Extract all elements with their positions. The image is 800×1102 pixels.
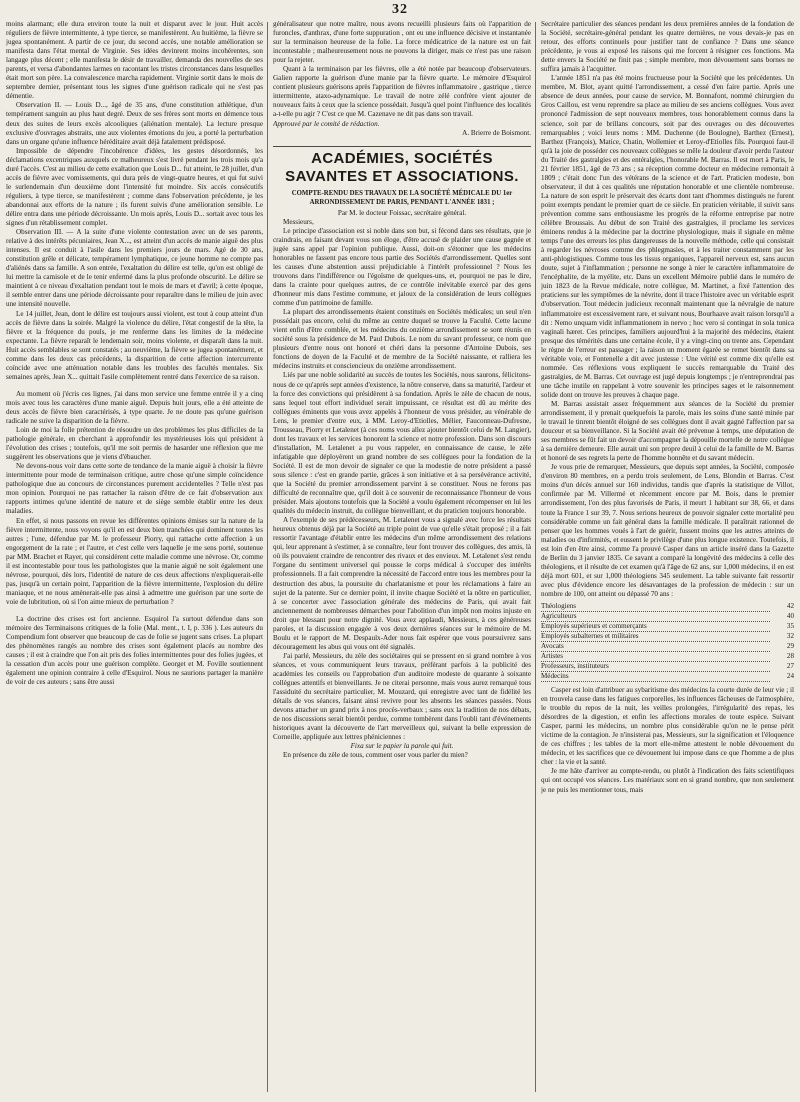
- table-row: [541, 652, 794, 662]
- longevity-table: [541, 602, 794, 682]
- table-row: [541, 602, 794, 612]
- paragraph: Secrétaire particulier des séances pendant les deux premières années de la fondation de la Société, secrétaire-général pendant les quatre dernières, ne vous devais-je pas en retour, des efforts continuels pour justifier tant de confiance ? Dans une séance précédente, je vous ai exposé les raisons qui me forcent à résigner ces fonctions. Ma dette envers la Société ne finit pas ; simple membre, mon dévouement sans bornes ne suffira jamais à l'acquitter.: [541, 20, 794, 74]
- table-value: 42: [786, 602, 794, 611]
- paragraph: Ne devons-nous voir dans cette sorte de tendance de la manie aiguë à choisir la fièvre intermittente pour mode de terminaison critique, autre chose qu'une simple coïncidence pathologique due au concours de circonstances purement accidentelles ? Telle n'est pas mon opinion. Pourquoi ne pas rattacher la raison d'être de ce fait d'observation aux rapports intimes qu'une identité de nature et de siège semble établir entre les deux maladies.: [6, 462, 263, 516]
- paragraph: Impossible de dépendre l'incohérence d'idées, les gestes désordonnés, les déclamations excentriques auxquels ce malheureux s'est livré pendant les trois mois qu'a duré l'accès. C'est au milieu de cette exaltation que Louis D... fut atteint, le 28 juillet, d'un accès de fièvre avec vomissements, qui dura près de vingt-quatre heures, et qui fut suivi le surlendemain d'un deuxième dont l'intensité fut moindre. Six accès consécutifs réguliers, à type tierce, se manifestèrent ; comme dans l'observation précédente, je les abandonnai aux efforts de la nature ; ils furent suivis d'une amélioration sensible. Le délire entra dans une période décroissante. Un mois après, Louis D... sortait avec tous les signes d'un rétablissement complet.: [6, 146, 263, 228]
- observation-3: Observation III. — A la suite d'une violente contestation avec un de ses parents, relative à des intérêts pécuniaires, Jean X..., est atteint d'un accès de manie aiguë des plus intenses. Il est conduit à l'asile dans les premiers jours de mars. Agé de 30 ans, constitution grêle et délicate, tempérament lymphatique, ce jeune homme ne compte pas d'aliénés dans sa famille. A son entrée, l'exaltation du délire est telle, qu'on est obligé de lui mettre la camisole et de le tenir enfermé dans la plus profonde obscurité. Le délire se maintient à ce niveau d'exaltation pendant tout le mois de mars et d'avril; à cette époque, il semble entrer dans une période décroissante pour reparaître dans le milieu de juin avec une intensité nouvelle.: [6, 228, 263, 309]
- paragraph: M. Barras assistait assez fréquemment aux séances de la Société du premier arrondissement, il y prenait quelquefois la parole, mais les soins d'une santé minée par le travail le tinrent bientôt éloigné de ses collègues dont il avait gagné l'affection par sa douceur et sa bienveillance. Si la Société avait été prévenue à temps, une députation de ses membres se fût fait un devoir d'accompagner la dépouille mortelle de notre collègue à sa dernière demeure. Elle aurait uni son propre deuil à celui de la famille de M. Barras et honoré de ses regrets la perte de l'homme honnête et du savant médecin.: [541, 399, 794, 463]
- paragraph: La doctrine des crises est fort ancienne. Esquirol l'a surtout défendue dans son mémoire des Terminaisons critiques de la folie (Mal. ment., t. I, p. 336 ). Les auteurs du Compendium font observer que beaucoup de cas de folie se jugent sans crises. La plupart des phénomènes rangés au nombre des crises sont également placés au nombre des causes ; il est à craindre que l'on ait pris des folies intermittentes pour des folies jugées, et la cessation d'un accès pour une guérison complète. Georget et M. Foville soutiennent également une opinion contraire à celle d'Esquirol. Nous ne saurions partager la manière de voir de ces auteurs ; sans être aussi: [6, 615, 263, 687]
- report-title: COMPTE-RENDU DES TRAVAUX DE LA SOCIÉTÉ MÉDICALE DU 1er ARRONDISSEMENT DE PARIS, PENDANT L'ANNÉE 1831 ;: [291, 189, 513, 206]
- paragraph: Le principe d'association est si noble dans son but, si fécond dans ses résultats, que je craindrais, en faisant devant vous son éloge, d'être accusé de plaider une cause gagnée et jugée sans appel par l'opinion publique. Aussi, doit-on s'étonner que les médecins honorables ne fassent pas encore tous partie des Sociétés d'arrondissement. Quelles sont les causes d'une abstention aussi préjudiciable à l'intérêt professionnel ? Nous les trouvons dans l'indifférence ou l'égoïsme de quelques-uns, et, pourquoi ne pas le dire, dans la crainte pour quelques autres, de ce contrôle inévitable exercé par des gens d'honneur mis dans l'estime commune, et jaloux de la considération de leurs collègues comme d'un patrimoine de famille.: [273, 226, 531, 308]
- report-author: Par M. le docteur Foissac, secrétaire général.: [337, 208, 467, 217]
- observation-2: Observation II. — Louis D..., âgé de 35 ans, d'une constitution athlétique, d'un tempérament sanguin au plus haut degré. Deux de ses frères sont morts en démence tous deux des suites de leurs excès alcooliques (aliénation mentale). La lecture presque exclusive d'ouvrages abstraits, une aux violentes émotions du jeu, a porté la perturbation dans un organe qu'une influence héréditaire avait déjà fatalement prédisposé.: [6, 101, 263, 146]
- column-1: [6, 20, 263, 1096]
- table-label: Avocats: [541, 642, 770, 652]
- table-row: [541, 642, 794, 652]
- approval-note: Approuvé par le comité de rédaction.: [273, 119, 380, 128]
- column-divider: [535, 22, 536, 1092]
- table-value: 28: [786, 652, 794, 660]
- paragraph: Liés par une noble solidarité au succès de toutes les Sociétés, nous saurons, félicitons-nous de ce qu'après sept années d'existence, la nôtre conserve, dans sa maturité, l'ardeur et la force des convictions qui présidèrent à sa fondation. Après le zèle de chacun de nous, sans lequel tout effort individuel serait impuissant, ce résultat est dû au mérite des collègues éminents que vous avez appelés à l'honneur de vous présider, au vénérable de Lens, le premier d'entre eux, à MM. Leroy-d'Etiolles, Mélier, Fauconneau-Dufresne, Trousseau, Piorry et Letalenet (à ces noms vous allez ajouter bientôt celui de M. Langier), dont les travaux et les services honorent la science et notre profession. Dans son discours d'installation, M. Letalenet a pu vous rappeler, en connaissance de cause, le zèle infatigable que déployèrent un grand nombre de ses collègues pour la fondation de la Société. Il est de mon devoir de signaler ce que la modestie de notre président a passé sous silence : c'est en grande partie, grâces à son initiative et à sa persévérance activité, que la Société du premier arrondissement parvint à se constituer. Nous ne ferons pas difficulté de reconnaître que, qu'il doit à ce souvenir de reconnaissance l'honneur de vous présider. Mais ajoutons toutefois que la Société a voulu également récompenser en lui les qualités du médecin instruit, du collègue bienveillant, et du praticien toujours honorable.: [273, 371, 531, 516]
- table-row: [541, 672, 794, 682]
- column-2: [273, 20, 531, 1096]
- paragraph: L'année 1851 n'a pas été moins fructueuse pour la Société que les précédentes. Un membre, M. Blot, ayant quitté l'arrondissement, a cessé d'en faire partie. Après une absence de deux années, pour cause de service, M. Bonnafont, nommé chirurgien du Gros Caillou, est venu reprendre sa place au milieu de ses anciens collègues. Vous avez prononcé l'admission de sept nouveaux membres, tous honorablement connus dans la science, soit par de brillans concours, soit par des ouvrages ou des découvertes remarquables ; voici leurs noms : MM. Duchenne (de Boulogne), Barthez (Ernest), Barthez (François), Matice, Chatin, Wollemier et Leroy-d'Etiolles fils. Pourquoi faut-il qu'à la joie de posséder ces nouveaux collègues se mêle la douleur d'avoir perdu l'auteur du Traité des gastralgies et des entéralgies, l'honorable M. Barras. Il est mort à Paris, le 21 février 1851, âgé de 73 ans ; sa réception comme docteur en médecine remontait à 1809 ; c'était donc l'un des vétérans de la science et de l'art. Praticien modeste, bon observateur, il dut à ces qualités une réputation honorable et une clientèle nombreuse. La nature de son esprit le préservait des écarts dont tant d'hommes distingués ne furent point exempts pendant le premier quart de ce siècle. En praticien véritable, il suivit sans prévention comme sans enthousiasme les progrès de la réforme entreprise par notre célèbre Broussais. Au début de son Traité des gastralgies, il proclame les services éminens rendus à la médecine par la doctrine physiologique, mais il signale en même temps l'une des erreurs les plus dangereuses de la nouvelle méthode, celle qui consistait à regarder les névroses comme des phlegmasies, et à les traiter constamment par les anti-phlogistiques. Comme tous les tissus organiques, l'appareil nerveux est, sans aucun doute, sujet à l'inflammation ; personne ne songe à nier le caractère inflammatoire de l'encéphalite, de la myélite, etc. Dans un excellent Mémoire publié dans le numéro de juin 1823 de la Revue médicale, notre collègue, M. Martinet, a fixé l'attention des praticiens sur les symptômes de la névrite, dont il trace l'histoire avec un véritable esprit d'observation. Tout médecin judicieux reconnaît maintenant que la névralgie de nature inflammatoire est excessivement rare, et suivant nous, Bourhaave avait raison lorsqu'il a dit : Nemo unquam vidit inflammationem in nervo ; hoc vero si contingat in sola tunica vaginali hæret. Ces principes, familiers aujourd'hui à la majorité des médecins, étaient presque des témérités dans une certaine école, il y a vingt-cinq ou trente ans. Cependant le règne de l'erreur est passager ; la raison un moment égarée se remet bientôt dans sa véritable voie, et Fontenelle a dit avec justesse : Une vérité est comme dix qu'elle est nommée. Ces réflexions vous expliquent le succès remarquable du Traité des gastralgies, de M. Barras. Cet ouvrage est jugé depuis longtemps ; je n'entreprendrai pas une tâche inutile en rappelant à votre souvenir les principes sages et le raisonnement solide dont on trouve les preuves à chaque page.: [541, 74, 794, 399]
- author-signature: A. Brierre de Boismont.: [462, 128, 531, 137]
- paragraph: A l'exemple de ses prédécesseurs, M. Letalenet vous a signalé avec force les résultats heureux obtenus déjà par la Société au triple point de vue qu'elle s'était proposé ; il a fait ressortir l'avantage d'établir entre les médecins d'un même arrondissement des relations qui, leur apprenant à s'estimer, à se connaître, leur font trouver des collègues, des amis, là où ils pouvaient craindre de rencontrer des rivaux et des envieux. M. Letalenet s'est rendu l'organe du sentiment universel qui pousse le corps médical à s'occuper des intérêts professionnels. Il a fait comprendre la nécessité de l'accord entre tous les membres pour la destruction des abus, la poursuite du charlatanisme et pour les réclamations à faire au sujet de la patente. Sur ce dernier point, il invite chaque Société et la nôtre en particulier, à se concerter avec l'association générale des médecins de Paris, qui avait fait anciennement de nombreuses démarches pour l'abolition d'un impôt non moins injuste en droit que blessant pour notre dignité. Vous avez applaudi, Messieurs, à ces généreuses paroles, et la discussion engagée à vos deux dernières séances sur le mémoire de M. Boulu et le rapport de M. Despaulx-Ader nous fait espérer que vous poursuivrez sans découragement les abus qui vous ont été signalés.: [273, 516, 531, 651]
- table-row: [541, 622, 794, 632]
- table-value: 29: [786, 642, 794, 650]
- paragraph: En effet, si nous passons en revue les différentes opinions émises sur la nature de la fièvre intermittente, nous voyons qu'il en est deux bien tranchées qui dominent toutes les autres ; l'une, défendue par M. le professeur Piorry, qui rattache cette affection à un engorgement de la rate ; et l'autre, et c'est celle vers laquelle je me sens porté, soutenue par MM. Brachet et Rayer, qui considèrent cette maladie comme une névrose. Or, comme il est incontestable pour tous les pathologistes que la manie aiguë ne soit également une névrose, pourquoi, dès lors, l'identité de nature de ces deux affections n'expliquerait-elle pas, jusqu'à un certain point, l'apparition de la fièvre intermittente, l'explosion du délire maniaque, et ne nous amènerait-elle pas ainsi à admettre une guérison par une sorte de voie de lubritution, où si l'on aime mieux de perturbation ?: [6, 516, 263, 606]
- table-label: Professeurs, instituteurs: [541, 662, 770, 672]
- table-value: 32: [786, 632, 794, 640]
- table-label: Médecins: [541, 672, 770, 682]
- table-label: Employés supérieurs et commerçants: [541, 622, 770, 632]
- paragraph: Loin de moi la folle prétention de résoudre un des problèmes les plus difficiles de la pathologie générale, en cherchant à approfondir les mystérieuses lois qui président à l'évolution des crises ; toutefois, qu'il me soit permis de hasarder une réflexion que me suggèrent les observations que je viens d'ébaucher.: [6, 426, 263, 462]
- table-value: 35: [786, 622, 794, 630]
- page-number: 32: [392, 2, 408, 17]
- paragraph: Je vous prie de remarquer, Messieurs, que depuis sept années, la Société, composée d'environ 80 membres, en a perdu trois seulement, de Lens, Blondin et Barras. C'est moins d'un décès annuel sur 160 individus, tandis que d'après la statistique de Villot, confirmée par M. Villermé et récemment encore par M. Bois, dans le premier arrondissement, l'on des plus favorisés de Paris, il meurt 1 habitant sur 38, 66, et dans toute la France 1 sur 39, 7. Nous serions heureux de pouvoir signaler cette mortalité peu considérable comme un fait général dans la famille médicale. Il paraîtrait rationnel de penser que les hommes voués à l'art de guérir, fussent moins que les autres atteints de maladies ou d'infirmités, et eussent le privilège d'une plus longue existence. Toutefois, il est loin d'en être ainsi, comme l'a prouvé Casper dans un article inséré dans la Gazette de Berlin du 3 janvier 1835. Ce savant a comparé la longévité des médecins à celle des théologiens, et il résulte de cet examen qu'à l'âge de 62 ans, sur 1,000 médecins, il en est déjà mort 601, et sur 1,000 théologiens 345 seulement. La table suivante fait ressortir avec plus d'évidence encore les désavantages de la profession de médecin : sur un nombre de 100, ont atteint ou dépassé 70 ans :: [541, 463, 794, 598]
- paragraph: généralisateur que notre maître, nous avons recueilli plusieurs faits où l'apparition de furoncles, d'anthrax, d'une forte suppuration , ont eu une influence décisive et instantanée sur la terminaison heureuse de la folie. La force médicatrice de la nature est un fait incontestable ; malheureusement nous ne pouvons la diriger, mais ce n'est pas une raison pour la rejeter.: [273, 20, 531, 65]
- salutation: Messieurs,: [283, 217, 314, 226]
- table-label: Artistes: [541, 652, 770, 662]
- paragraph: Casper est loin d'attribuer au sybaritisme des médecins la courte durée de leur vie ; il en trouvela cause dans les fatigues corporelles, les influences fâcheuses de l'atmosphère, le trouble du repos de la nuit, les veilles prolongées, l'irrégularité des repas, les désordres de la digestion, et enfin les affections morales de toute espèce. Suivant Casper, parmi les médecins, un nombre plus considérable qu'on ne le pense périt victime de la contagion. Je n'insisterai pas, Messieurs, sur la signification et l'éloquence de ces chiffres ; les tables de la mort elle-même attestent le noble dévouement du médecin, et les sacrifices que ce dévouement lui impose dans ce que l'homme a de plus cher : la vie et la santé.: [541, 686, 794, 767]
- paragraph: La plupart des arrondissements étaient constitués en Sociétés médicales; un seul n'en possédait pas encore, celui du même au centre duquel se trouve la Faculté. Cette lacune vient enfin d'être comblée, et les médecins du onzième arrondissement se sont réunis en société sous la présidence de M. Paul Dubois. Le nom du savant professeur, ce nom que plusieurs d'entre nous ont honoré et chéri dans la personne d'Antoine Dubois, ses fonctions de doyen de la Faculté et de membre de la Société naissante, et ralliera les médecins instruits et consciencieux du onzième arrondissement.: [273, 308, 531, 371]
- column-3: [541, 20, 794, 1096]
- table-label: Théologiens: [541, 602, 770, 612]
- table-value: 40: [786, 612, 794, 620]
- table-label: Employés subalternes et militaires: [541, 632, 770, 642]
- paragraph: Au moment où j'écris ces lignes, j'ai dans mon service une femme entrée il y a cinq mois avec tous les caractères d'une manie aiguë. Depuis huit jours, elle a été atteinte de deux accès de fièvre bien caractérisés, à type quarte. Je ne doute pas qu'une guérison radicale ne suive la disparition de la fièvre.: [6, 389, 263, 426]
- column-divider: [267, 22, 268, 1092]
- table-value: 27: [786, 662, 794, 670]
- quotation: Fixa sur le papier la parole qui fuit.: [350, 742, 454, 751]
- paragraph: moins alarmant; elle dura environ toute la nuit et disparut avec le jour. Huit accès réguliers de fièvre intermittente, à type tierce, se manifestèrent. Au huitième, la fièvre se jugea spontanément. A partir de ce jour, du second accès, une notable amélioration se manifesta dans l'état mental de Virginie. Ses idées devinrent moins incohérentes, son langage plus décent ; elle manifesta le désir de travailler, demanda des nouvelles de ses parents, et versa d'abondantes larmes en racontant les tristes circonstances dans lesquelles était mort son père. La convalescence marcha rapidement. Virginie sortit dans le mois de septembre dernier, présentant tous les signes d'une guérison radicale qui ne s'est pas démentie.: [6, 20, 263, 101]
- section-heading: ACADÉMIES, SOCIÉTÉS SAVANTES ET ASSOCIATIONS.: [273, 146, 531, 186]
- paragraph: En présence du zèle de tous, comment oser vous parler du mien?: [283, 751, 468, 760]
- table-row: [541, 662, 794, 672]
- paragraph: Le 14 juillet, Jean, dont le délire est toujours aussi violent, est tout à coup atteint d'un accès de fièvre dans la soirée. Malgré la violence du délire, l'état congestif de la tête, la fièvre et la fréquence du pouls, je me renferme dans les limites de la médecine expectante. La fièvre reparaît le lendemain soir, moins violente, et disparaît dans la nuit. Huit accès semblables se sont constatés ; au neuvième, la fièvre se jugea spontanément, et comme dans les deux cas précédents, la disparition de cette affection intercurrente coïncide avec une atténuation notable dans les troubles des facultés mentales. Six semaines après, Jean X... quittait l'asile complètement rentré dans l'exercice de sa raison.: [6, 309, 263, 381]
- paragraph: J'ai parlé, Messieurs, du zèle des sociétaires qui se pressent en si grand nombre à vos séances, et vous communiquent leurs travaux, préférant parfois à la publicité des académies les conseils ou l'approbation d'un auditoire modeste de quarante à soixante collègues attentifs et bienveillants. Je ne citerai personne, mais vous aurez remarqué tous l'assiduité du secrétaire particulier, M. Mouzard, qui enregistre avec tant de fidélité les détails de vos séances, faisant ainsi revivre pour les absents les séances passées. Nous devons attacher un grand prix à nos procès-verbaux ; sans eux la tradition de nos débats, de nos discussions serait bientôt perdue, comme tombèrent dans l'oubli tant d'événements historiques avant la découverte de l'art merveilleux qui, suivant la belle expression de Corneille, appliquée aux lettres phéniciennes :: [273, 651, 531, 742]
- table-value: 24: [786, 672, 794, 680]
- paragraph: Quant à la terminaison par les fièvres, elle a été notée par beaucoup d'observateurs. Galien rapporte la guérison d'une manie par la fièvre quarte. Le mémoire d'Esquirol contient plusieurs guérisons après l'apparition de fièvres inflammatoire , gastrique , tierce intermittente, ataxo-adynamique. Le travail de notre zélé confrère vient ajouter de nouveaux faits à ceux que la science possédait. Jusqu'à quel point l'influence des localités a-t-elle pu agir ? C'est ce que M. Cazenave ne dit pas dans son travail.: [273, 65, 531, 119]
- table-row: [541, 632, 794, 642]
- table-row: [541, 612, 794, 622]
- paragraph: Je me hâte d'arriver au compte-rendu, ou plutôt à l'indication des faits scientifiques qui ont occupé vos séances. Les matériaux sont en si grand nombre, que non seulement je ne puis les mentionner tous, mais: [541, 767, 794, 794]
- table-label: Agriculteurs: [541, 612, 770, 622]
